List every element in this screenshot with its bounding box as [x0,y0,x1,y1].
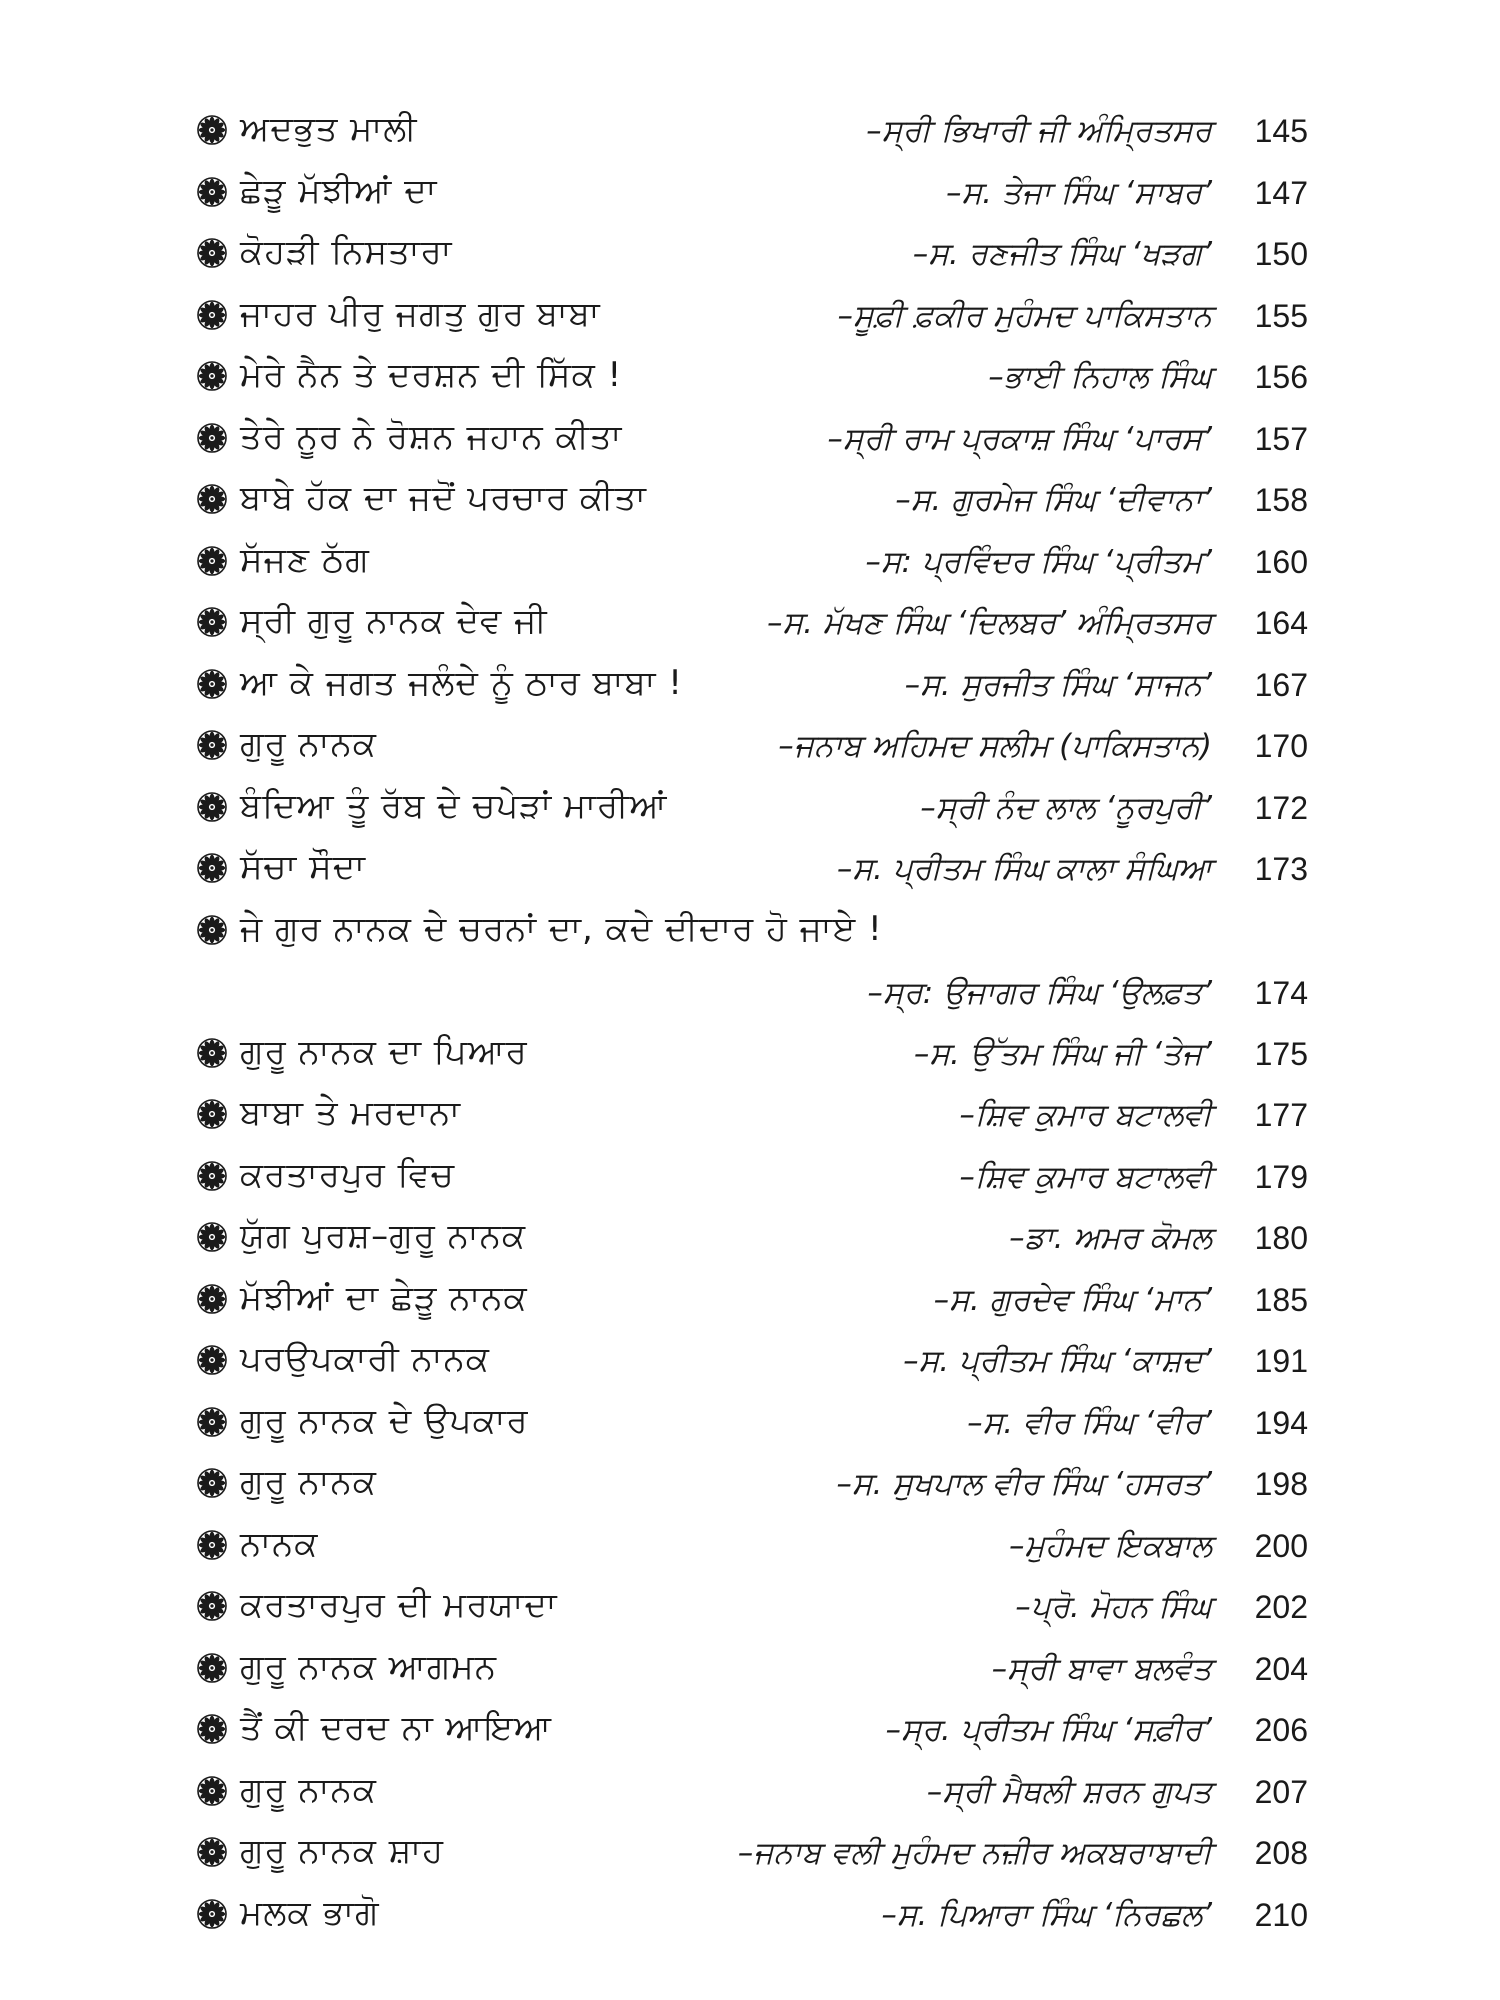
flower-ornament-icon [196,1713,228,1745]
toc-entry [196,346,1308,408]
toc-entry [196,162,1308,224]
entry-author: –ਸ਼ਿਵ ਕੁਮਾਰ ਬਟਾਲਵੀ [959,1158,1212,1195]
flower-ornament-icon [196,914,228,946]
entry-author: –ਸ. ਮੱਖਣ ਸਿੰਘ ‘ਦਿਲਬਰ’ ਅੰਮ੍ਰਿਤਸਰ [766,605,1212,641]
entry-title: ਬੰਦਿਆ ਤੂੰ ਰੱਬ ਦੇ ਚਪੇੜਾਂ ਮਾਰੀਆਂ [240,785,668,826]
entry-author: –ਸ: ਪ੍ਰਵਿੰਦਰ ਸਿੰਘ ‘ਪ੍ਰੀਤਮ’ [865,543,1212,580]
entry-title: ਕੋਹੜੀ ਨਿਸਤਾਰਾ [240,232,453,272]
toc-entry [196,1084,1308,1146]
entry-author: –ਸ੍ਰ. ਪ੍ਰੀਤਮ ਸਿੰਘ ‘ਸਫ਼ੀਰ’ [885,1712,1212,1748]
toc-entry [196,1023,1308,1085]
entry-title: ਸੱਜਣ ਠੱਗ [240,539,370,580]
flower-ornament-icon [196,1160,228,1192]
entry-author: –ਮੁਹੰਮਦ ਇਕਬਾਲ [1009,1527,1212,1564]
entry-page-number: 173 [1254,851,1308,887]
toc-entry [196,223,1308,285]
toc-entry [196,469,1308,531]
flower-ornament-icon [196,606,228,638]
entry-page-number: 177 [1254,1097,1308,1133]
entry-page-number: 191 [1254,1343,1308,1379]
toc-entry [196,1207,1308,1269]
flower-ornament-icon [196,237,228,269]
entry-author: –ਸ੍ਰ: ਉਜਾਗਰ ਸਿੰਘ ‘ਉਲਫ਼ਤ’ [867,974,1212,1011]
entry-page-number: 157 [1254,420,1308,457]
toc-entry [196,531,1308,593]
flower-ornament-icon [196,1529,228,1561]
flower-ornament-icon [196,668,228,700]
entry-title: ਪਰਉਪਕਾਰੀ ਨਾਨਕ [240,1339,490,1379]
toc-entry [196,715,1308,777]
entry-page-number: 145 [1254,113,1308,149]
entry-title: ਗੁਰੂ ਨਾਨਕ [240,1769,377,1810]
entry-author: –ਸ੍ਰੀ ਭਿਖਾਰੀ ਜੀ ਅੰਮ੍ਰਿਤਸਰ [866,113,1212,149]
entry-title: ਮੱਝੀਆਂ ਦਾ ਛੇੜੂ ਨਾਨਕ [240,1277,528,1318]
entry-page-number: 150 [1254,236,1308,272]
flower-ornament-icon [196,1344,228,1376]
toc-entry [196,1638,1308,1700]
entry-author: –ਸ. ਪਿਆਰਾ ਸਿੰਘ ‘ਨਿਰਛਲ’ [881,1896,1212,1933]
flower-ornament-icon [196,1898,228,1930]
entry-page-number: 208 [1254,1835,1308,1871]
entry-page-number: 155 [1254,297,1308,334]
entry-page-number: 198 [1254,1466,1308,1502]
entry-title: ਅਦਭੁਤ ਮਾਲੀ [240,109,418,149]
toc-entry [196,1761,1308,1823]
flower-ornament-icon [196,1836,228,1868]
flower-ornament-icon [196,1775,228,1807]
entry-title: ਮੇਰੇ ਨੈਨ ਤੇ ਦਰਸ਼ਨ ਦੀ ਸਿੱਕ ! [240,355,623,395]
flower-ornament-icon [196,852,228,884]
entry-page-number: 194 [1254,1404,1308,1441]
entry-title: ਮਲਕ ਭਾਗੋ [240,1892,380,1933]
entry-title: ਬਾਬਾ ਤੇ ਮਰਦਾਨਾ [240,1093,461,1133]
entry-page-number: 174 [1254,974,1308,1011]
flower-ornament-icon [196,1590,228,1622]
flower-ornament-icon [196,422,228,454]
entry-page-number: 147 [1254,174,1308,211]
entry-title: ਯੁੱਗ ਪੁਰਸ਼–ਗੁਰੂ ਨਾਨਕ [240,1216,527,1256]
flower-ornament-icon [196,1283,228,1315]
entry-author: –ਸ. ਰਣਜੀਤ ਸਿੰਘ ‘ਖੜਗ’ [912,236,1212,272]
entry-page-number: 167 [1254,666,1308,703]
toc-entry [196,1822,1308,1884]
entry-author: –ਸ. ਗੁਰਦੇਵ ਸਿੰਘ ‘ਮਾਨ’ [933,1281,1212,1318]
entry-title: ਗੁਰੂ ਨਾਨਕ [240,1462,377,1502]
entry-page-number: 204 [1254,1650,1308,1687]
entry-author: –ਜਨਾਬ ਵਲੀ ਮੁਹੰਮਦ ਨਜ਼ੀਰ ਅਕਬਰਾਬਾਦੀ [737,1835,1212,1871]
entry-page-number: 164 [1254,605,1308,641]
toc-entry [196,1453,1308,1515]
entry-author: –ਸ੍ਰੀ ਮੈਥਲੀ ਸ਼ਰਨ ਗੁਪਤ [926,1773,1212,1810]
entry-author: –ਸ਼ਿਵ ਕੁਮਾਰ ਬਟਾਲਵੀ [959,1097,1212,1133]
entry-author: –ਸ. ਤੇਜਾ ਸਿੰਘ ‘ਸਾਬਰ’ [946,174,1212,211]
entry-page-number: 158 [1254,482,1308,518]
flower-ornament-icon [196,1221,228,1253]
entry-page-number: 185 [1254,1281,1308,1318]
toc-entry [196,285,1308,347]
entry-title: ਆ ਕੇ ਜਗਤ ਜਲੰਦੇ ਨੂੰ ਠਾਰ ਬਾਬਾ ! [240,662,683,703]
toc-entry [196,838,1308,900]
toc-entry [196,408,1308,470]
toc-entry [196,1269,1308,1331]
entry-title: ਜੇ ਗੁਰ ਨਾਨਕ ਦੇ ਚਰਨਾਂ ਦਾ, ਕਦੇ ਦੀਦਾਰ ਹੋ ਜਾਏ ! [240,908,883,949]
entry-title: ਸੱਚਾ ਸੌਦਾ [240,847,366,887]
entry-author: –ਸੂਫ਼ੀ ਫ਼ਕੀਰ ਮੁਹੰਮਦ ਪਾਕਿਸਤਾਨ [837,297,1212,334]
flower-ornament-icon [196,545,228,577]
entry-page-number: 202 [1254,1589,1308,1625]
entry-page-number: 207 [1254,1773,1308,1810]
entry-title: ਗੁਰੂ ਨਾਨਕ ਸ਼ਾਹ [240,1831,445,1871]
entry-author: –ਸ. ਸੁਖਪਾਲ ਵੀਰ ਸਿੰਘ ‘ਹਸਰਤ’ [836,1466,1212,1502]
toc-entry [196,592,1308,654]
entry-page-number: 200 [1254,1527,1308,1564]
flower-ornament-icon [196,1406,228,1438]
entry-author: –ਸ. ਪ੍ਰੀਤਮ ਸਿੰਘ ‘ਕਾਸ਼ਦ’ [903,1343,1212,1379]
entry-title: ਕਰਤਾਰਪੁਰ ਵਿਚ [240,1154,455,1195]
toc-entry [196,1515,1308,1577]
toc-entry [196,100,1308,162]
entry-page-number: 180 [1254,1220,1308,1256]
entry-author: –ਸ੍ਰੀ ਬਾਵਾ ਬਲਵੰਤ [991,1650,1212,1687]
entry-title: ਗੁਰੂ ਨਾਨਕ ਦੇ ਉਪਕਾਰ [240,1400,529,1441]
entry-title: ਕਰਤਾਰਪੁਰ ਦੀ ਮਰਯਾਦਾ [240,1585,558,1625]
flower-ornament-icon [196,299,228,331]
entry-author: –ਭਾਈ ਨਿਹਾਲ ਸਿੰਘ [988,359,1212,395]
flower-ornament-icon [196,1652,228,1684]
toc-entry [196,654,1308,716]
toc-entry [196,1146,1308,1208]
entry-author: –ਸ. ਵੀਰ ਸਿੰਘ ‘ਵੀਰ’ [967,1404,1212,1441]
flower-ornament-icon [196,1467,228,1499]
flower-ornament-icon [196,360,228,392]
entry-author: –ਡਾ. ਅਮਰ ਕੋਮਲ [1009,1220,1212,1256]
entry-page-number: 170 [1254,728,1308,764]
entry-author: –ਸ. ਪ੍ਰੀਤਮ ਸਿੰਘ ਕਾਲਾ ਸੰਘਿਆ [836,851,1212,887]
toc-entry [196,1576,1308,1638]
entry-author: –ਜਨਾਬ ਅਹਿਮਦ ਸਲੀਮ (ਪਾਕਿਸਤਾਨ) [778,728,1212,764]
entry-page-number: 206 [1254,1712,1308,1748]
entry-author: –ਪ੍ਰੋ. ਮੋਹਨ ਸਿੰਘ [1015,1589,1212,1625]
flower-ornament-icon [196,114,228,146]
toc-entry [196,1884,1308,1946]
entry-title: ਬਾਬੇ ਹੱਕ ਦਾ ਜਦੋਂ ਪਰਚਾਰ ਕੀਤਾ [240,478,647,518]
flower-ornament-icon [196,729,228,761]
entry-author: –ਸ. ਗੁਰਮੇਜ ਸਿੰਘ ‘ਦੀਵਾਨਾ’ [895,482,1212,518]
toc-entry [196,777,1308,839]
flower-ornament-icon [196,791,228,823]
entry-author: –ਸ੍ਰੀ ਨੰਦ ਲਾਲ ‘ਨੂਰਪੁਰੀ’ [920,789,1212,826]
flower-ornament-icon [196,483,228,515]
entry-author: –ਸ. ਸੁਰਜੀਤ ਸਿੰਘ ‘ਸਾਜਨ’ [904,666,1212,703]
entry-author: –ਸ. ਉੱਤਮ ਸਿੰਘ ਜੀ ‘ਤੇਜ’ [913,1035,1212,1072]
entry-title: ਤੈਂ ਕੀ ਦਰਦ ਨਾ ਆਇਆ [240,1708,553,1748]
entry-title: ਛੇੜੂ ਮੱਝੀਆਂ ਦਾ [240,170,438,211]
entry-title: ਗੁਰੂ ਨਾਨਕ ਦਾ ਪਿਆਰ [240,1031,528,1072]
entry-title: ਸ੍ਰੀ ਗੁਰੂ ਨਾਨਕ ਦੇਵ ਜੀ [240,601,548,641]
entry-page-number: 160 [1254,543,1308,580]
flower-ornament-icon [196,1037,228,1069]
entry-page-number: 172 [1254,789,1308,826]
entry-page-number: 210 [1254,1896,1308,1933]
entry-title: ਜਾਹਰ ਪੀਰੁ ਜਗਤੁ ਗੁਰ ਬਾਬਾ [240,293,601,334]
entry-title: ਗੁਰੂ ਨਾਨਕ [240,724,377,764]
toc-entry [196,900,1308,1023]
entry-title: ਗੁਰੂ ਨਾਨਕ ਆਗਮਨ [240,1646,498,1687]
entry-page-number: 179 [1254,1158,1308,1195]
entry-author: –ਸ੍ਰੀ ਰਾਮ ਪ੍ਰਕਾਸ਼ ਸਿੰਘ ‘ਪਾਰਸ’ [827,420,1212,457]
toc-entry [196,1392,1308,1454]
entry-title: ਤੇਰੇ ਨੂਰ ਨੇ ਰੋਸ਼ਨ ਜਹਾਨ ਕੀਤਾ [240,416,623,457]
entry-page-number: 156 [1254,359,1308,395]
toc-list [196,100,1308,1945]
entry-title: ਨਾਨਕ [240,1523,319,1564]
toc-entry [196,1330,1308,1392]
entry-page-number: 175 [1254,1035,1308,1072]
toc-entry [196,1699,1308,1761]
flower-ornament-icon [196,1098,228,1130]
flower-ornament-icon [196,176,228,208]
